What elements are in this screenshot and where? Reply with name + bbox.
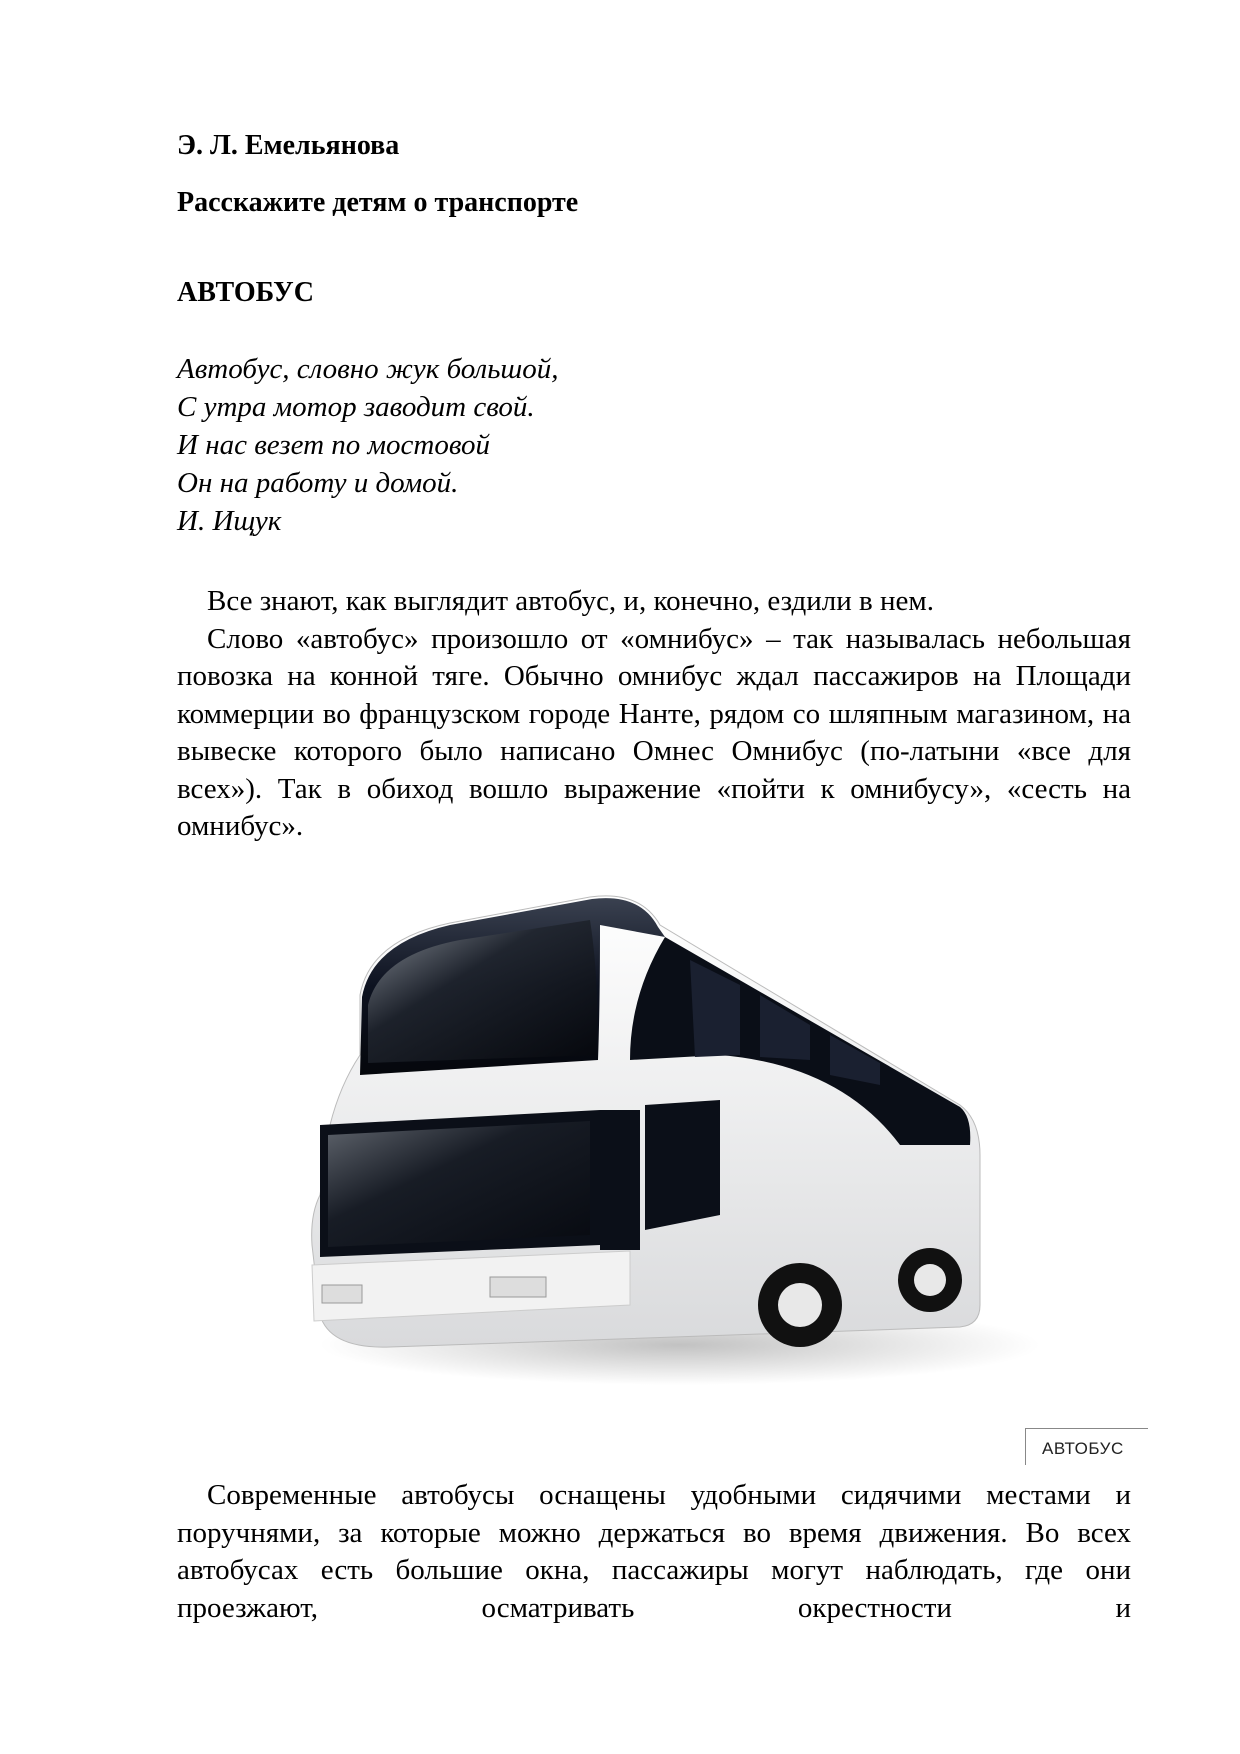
body-text bbox=[177, 1477, 1131, 1627]
paragraph: Современные автобусы оснащены удобными сидячими местами и поручнями, за которые можно держаться во время движения. Во всех автобусах есть большие окна, пассажиры могут наблюдать, где они проезжают, осматривать окрестности и bbox=[177, 1479, 1131, 1624]
intro-text bbox=[177, 583, 1131, 846]
poem-line: Автобус, словно жук большой, bbox=[177, 353, 559, 385]
paragraph: Все знают, как выглядит автобус, и, конечно, ездили в нем. bbox=[207, 585, 934, 617]
figure-caption: АВТОБУС bbox=[1042, 1439, 1124, 1458]
poem-line: Он на работу и домой. bbox=[177, 467, 459, 499]
paragraph: Слово «автобус» произошло от «омнибус» – так называлась небольшая повозка на конной тяге. Обычно омнибус ждал пассажиров на Площади коммерции во французском городе Нанте, рядом со шляпным магазином, на вывеске которого было написано Омнес Омнибус (по-латыни «все для всех»). Так в обиход вошло выражение «пойти к омнибусу», «сесть на омнибус». bbox=[177, 622, 1131, 842]
author-name: Э. Л. Емельянова bbox=[177, 130, 400, 161]
poem-line: И нас везет по мостовой bbox=[177, 429, 491, 461]
bus-photo bbox=[300, 885, 1060, 1405]
book-title: Расскажите детям о транспорте bbox=[177, 187, 579, 218]
section-heading: АВТОБУС bbox=[177, 277, 314, 308]
poem-attribution: И. Ищук bbox=[177, 505, 282, 537]
poem bbox=[177, 350, 559, 540]
poem-line: С утра мотор заводит свой. bbox=[177, 391, 535, 423]
